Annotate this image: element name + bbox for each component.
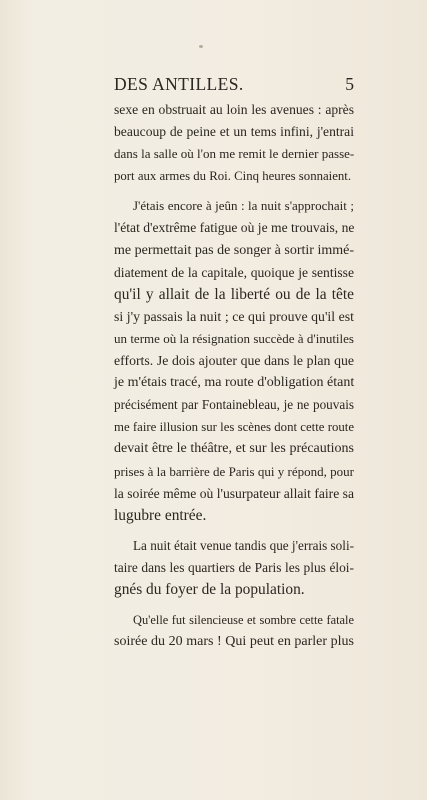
page-header — [114, 74, 354, 98]
text-line: si j'y passais la nuit ; ce qui prouve qu'il est — [114, 308, 354, 324]
text-line: soirée du 20 mars ! Qui peut en parler plus — [114, 634, 354, 650]
text-line: Qu'elle fut silencieuse et sombre cette fatale — [133, 613, 354, 628]
text-line: qu'il y allait de la liberté ou de la tête — [114, 285, 354, 303]
text-line: me permettait pas de songer à sortir immé- — [114, 242, 354, 258]
text-line: beaucoup de peine et un tems infini, j'entrai — [114, 124, 354, 140]
text-line: taire dans les quartiers de Paris les plus éloi- — [114, 559, 354, 575]
page-number: 5 — [345, 74, 354, 94]
text-line: efforts. Je dois ajouter que dans le plan que — [114, 353, 354, 369]
paper-speck — [199, 45, 203, 48]
paragraph — [114, 99, 354, 187]
paragraph — [114, 535, 354, 601]
text-line: précisément par Fontainebleau, je ne pouvais — [114, 397, 354, 413]
paragraph — [114, 195, 354, 526]
running-head: DES ANTILLES. — [114, 74, 244, 94]
text-line: port aux armes du Roi. Cinq heures sonnaient. — [114, 169, 352, 184]
text-line: gnés du foyer de la population. — [114, 580, 305, 598]
body-text — [114, 99, 354, 653]
text-line: l'état d'extrême fatigue où je me trouvais, ne — [114, 220, 355, 236]
text-line: devait être le théâtre, et sur les précautions — [114, 441, 354, 457]
text-line: J'étais encore à jeûn : la nuit s'approchait ; — [133, 198, 354, 214]
text-line: prises à la barrière de Paris qui y répond, pour — [114, 463, 354, 479]
text-line: diatement de la capitale, quoique je sentisse — [114, 264, 354, 280]
text-line: la soirée même où l'usurpateur allait faire sa — [114, 485, 354, 501]
text-line: lugubre entrée. — [114, 506, 207, 524]
text-line: dans la salle où l'on me remit le dernier passe- — [114, 146, 355, 162]
paragraph — [114, 609, 354, 653]
text-line: sexe en obstruait au loin les avenues : après — [114, 102, 354, 117]
text-line: un terme où la résignation succède à d'inutiles — [114, 330, 354, 346]
text-line: me faire illusion sur les scènes dont cette route — [114, 420, 354, 435]
text-line: La nuit était venue tandis que j'errais soli- — [133, 537, 355, 553]
text-line: je m'étais tracé, ma route d'obligation étant — [114, 375, 355, 391]
